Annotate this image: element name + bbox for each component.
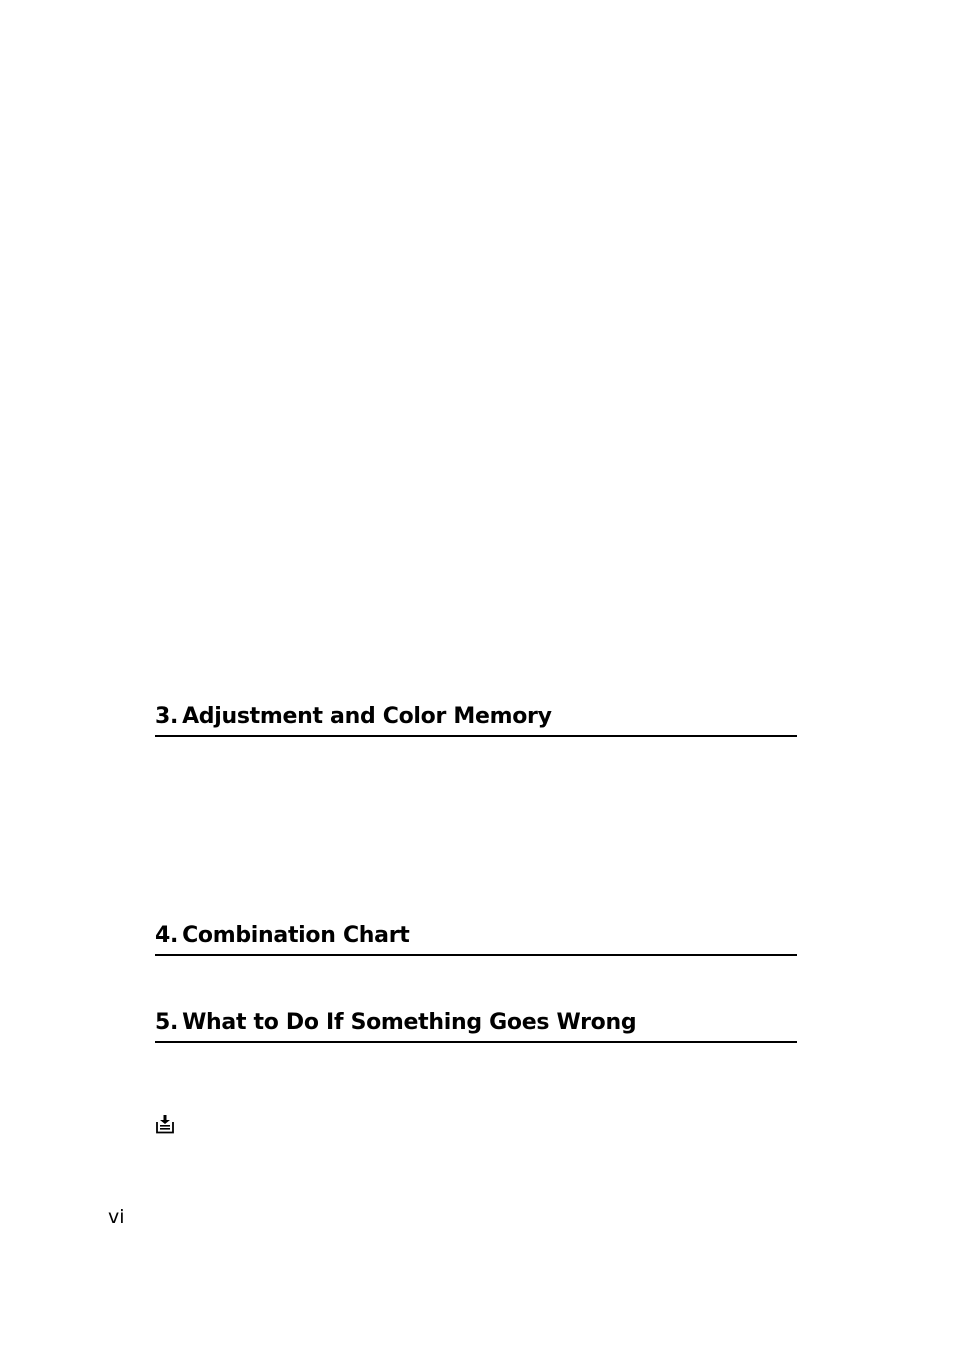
section-title: Combination Chart [182, 923, 410, 948]
section-title: What to Do If Something Goes Wrong [182, 1010, 637, 1035]
section-heading-3 [155, 704, 797, 737]
page-number: vi [108, 1206, 125, 1228]
paper-tray-icon [155, 1114, 175, 1134]
section-number: 3. [155, 704, 179, 729]
section-title: Adjustment and Color Memory [182, 704, 552, 729]
section-number: 5. [155, 1010, 179, 1035]
section-heading-5 [155, 1010, 797, 1043]
section-number: 4. [155, 923, 179, 948]
section-heading-4 [155, 923, 797, 956]
